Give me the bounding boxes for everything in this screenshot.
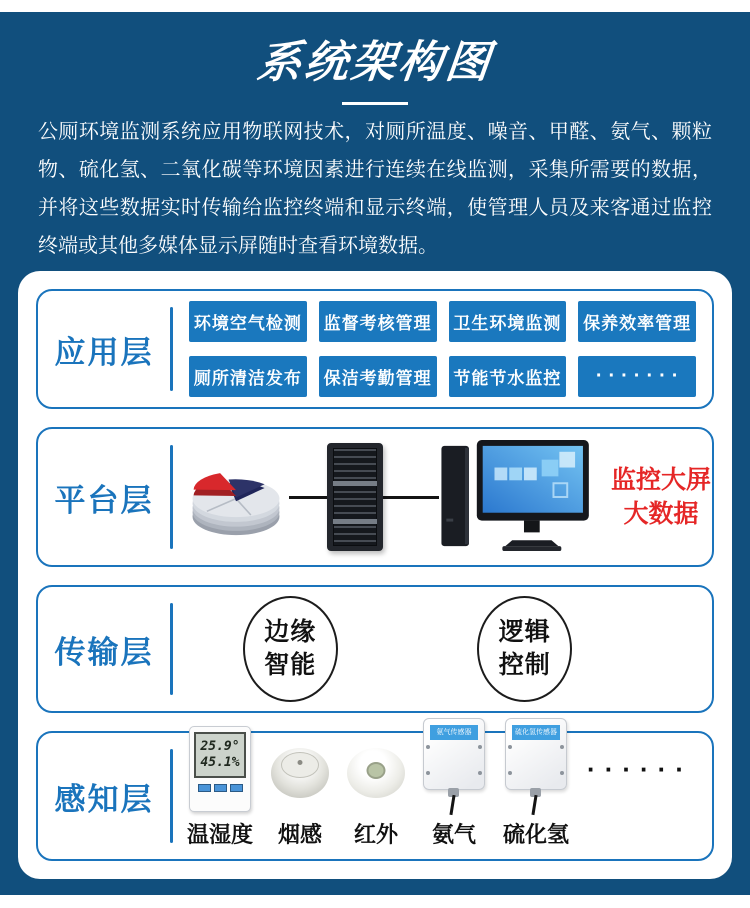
application-layer-label: 应用层 [54, 334, 154, 370]
title-underline [342, 102, 408, 105]
intro-paragraph: 公厕环境监测系统应用物联网技术，对厕所温度、噪音、甲醛、氨气、颗粒物、硫化氢、二氧化碳等环境因素进行连续在线监测，采集所需要的数据，并将这些数据实时传输给监控终端和显示终端，使管理人员及来客通过监控终端或其他多媒体显示屏随时查看环境数据。 [38, 121, 712, 257]
app-button-more-dots: ······· [578, 356, 696, 397]
perception-layer-label: 感知层 [54, 781, 154, 817]
sensor-ammonia [423, 729, 485, 859]
app-button-hygiene-monitor: 卫生环境监测 [449, 301, 567, 342]
app-button-energy-water-saving: 节能节水监控 [449, 356, 567, 397]
connector-line [289, 496, 327, 499]
ammonia-sensor-icon [423, 718, 485, 790]
app-button-maintenance-efficiency: 保养效率管理 [578, 301, 696, 342]
sensor-label: 硫化氢 [503, 822, 570, 847]
transmission-nodes-row [173, 596, 712, 702]
sensor-more [587, 733, 693, 859]
sensor-label: 红外 [354, 822, 399, 847]
perception-sensors-row [173, 729, 712, 859]
app-button-toilet-clean-publish: 厕所清洁发布 [189, 356, 307, 397]
app-button-env-air-detect: 环境空气检测 [189, 301, 307, 342]
page-title-text: 系统架构图 [254, 38, 495, 87]
device-buttons [194, 784, 246, 792]
device-label-strip: 硫化氢传感器 [512, 725, 560, 740]
pie-chart-icon [183, 450, 289, 544]
application-button-grid [173, 301, 712, 397]
perception-layer-card [36, 731, 714, 861]
sensor-label: 氨气 [432, 822, 477, 847]
sensor-infrared [347, 733, 405, 859]
connector-line [383, 496, 439, 499]
sensor-smoke [271, 733, 329, 859]
caption-line-1: 监控大屏 [611, 466, 712, 494]
caption-line-2: 大数据 [623, 500, 699, 528]
app-button-supervision-assess: 监督考核管理 [319, 301, 437, 342]
hydrogen-sulfide-sensor-icon [505, 718, 567, 790]
sensor-label: 温湿度 [187, 822, 254, 847]
sensor-hydrogen-sulfide [503, 729, 570, 859]
infrared-detector-icon [347, 748, 405, 798]
desktop-computer-icon [439, 440, 607, 554]
app-button-cleaner-attendance: 保洁考勤管理 [319, 356, 437, 397]
platform-caption [611, 463, 711, 531]
navy-background-panel [0, 12, 750, 895]
server-rack-icon [327, 443, 383, 551]
lcd-humidity-value: 45.1% [200, 755, 240, 770]
logic-control-node: 逻辑 控制 [477, 596, 572, 702]
temp-humidity-device-icon [189, 726, 251, 812]
edge-intelligence-node: 边缘 智能 [243, 596, 338, 702]
more-dots: ······ [587, 753, 693, 784]
transmission-layer-label: 传输层 [54, 634, 154, 670]
platform-graphics-row [173, 440, 719, 554]
page-title [0, 12, 750, 90]
lcd-screen [194, 732, 246, 778]
transmission-layer-card [36, 585, 714, 713]
architecture-container [18, 271, 732, 879]
device-label-strip: 氨气传感器 [430, 725, 478, 740]
smoke-detector-icon [271, 748, 329, 798]
platform-layer-label: 平台层 [54, 482, 154, 518]
platform-layer-card [36, 427, 714, 567]
sensor-label: 烟感 [278, 822, 323, 847]
application-layer-card [36, 289, 714, 409]
sensor-temp-humidity [187, 733, 253, 859]
lcd-temp-value: 25.9° [200, 739, 240, 754]
